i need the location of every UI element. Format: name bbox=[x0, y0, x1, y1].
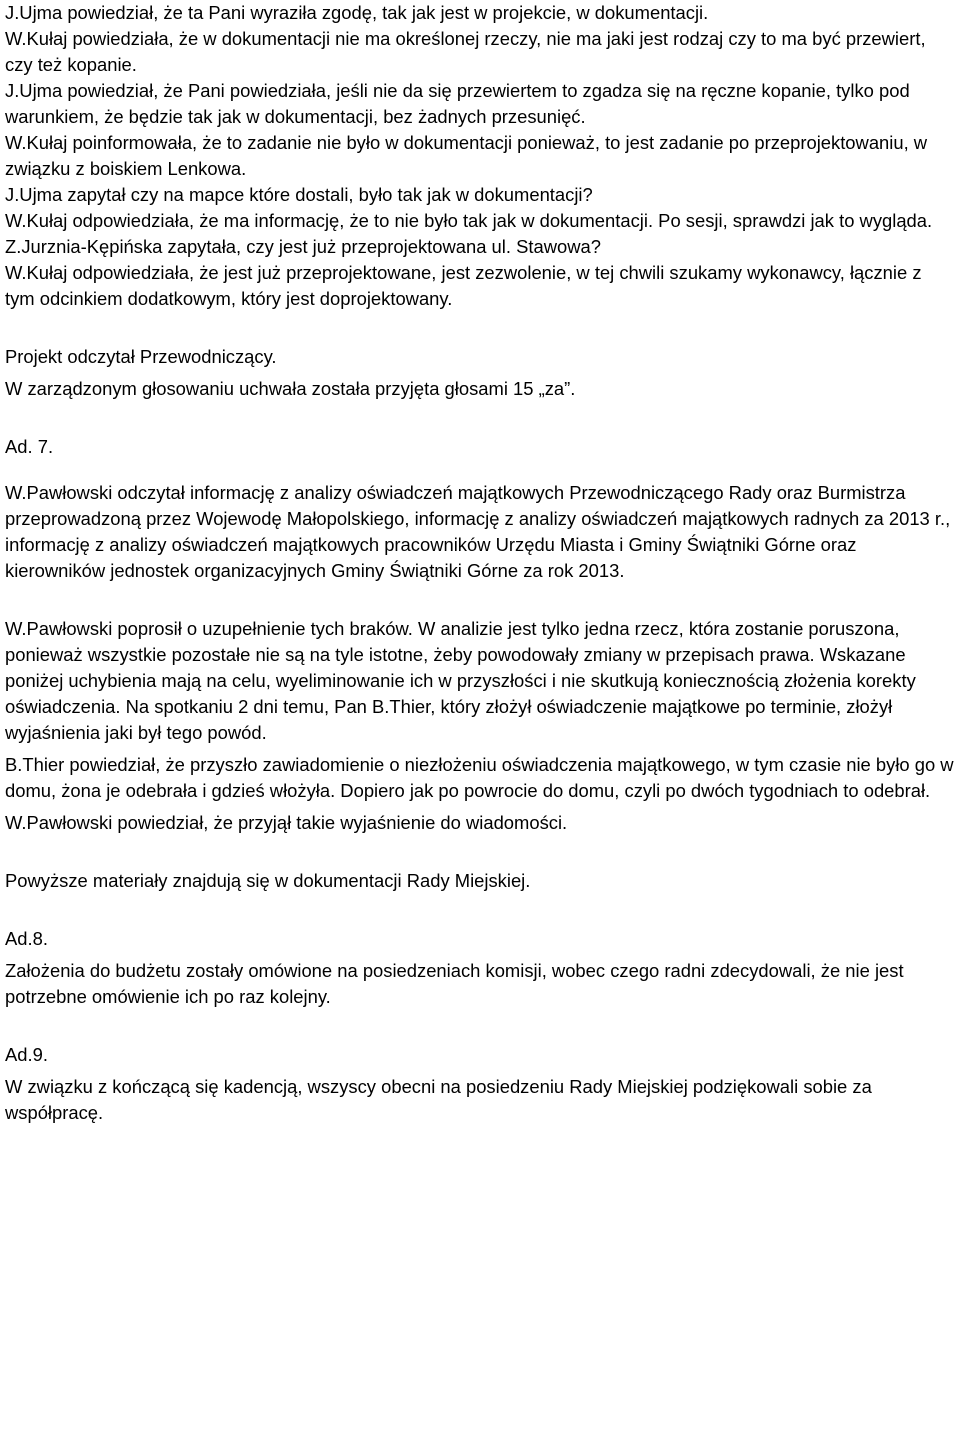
paragraph-4: W.Kułaj poinformowała, że to zadanie nie było w dokumentacji ponieważ, to jest zadanie po przeprojektowaniu, w związku z boiskiem Lenkowa. bbox=[5, 132, 928, 179]
spacer bbox=[5, 836, 954, 868]
paragraph-9: Projekt odczytał Przewodniczący. bbox=[5, 346, 277, 367]
paragraph-8: W.Kułaj odpowiedziała, że jest już przeprojektowane, jest zezwolenie, w tej chwili szukamy wykonawcy, łącznie z tym odcinkiem dodatkowym, który jest doprojektowany. bbox=[5, 262, 922, 309]
paragraph-1: J.Ujma powiedział, że ta Pani wyraziła zgodę, tak jak jest w projekcie, w dokumentacji. bbox=[5, 2, 709, 23]
paragraph-3: J.Ujma powiedział, że Pani powiedziała, jeśli nie da się przewiertem to zgadza się na ręczne kopanie, tylko pod warunkiem, że będzie tak jak w dokumentacji, bez żadnych przesunięć. bbox=[5, 80, 910, 127]
spacer bbox=[5, 1010, 954, 1042]
spacer bbox=[5, 460, 954, 480]
paragraph-14: W.Pawłowski powiedział, że przyjął takie wyjaśnienie do wiadomości. bbox=[5, 812, 568, 833]
section-heading-ad9: Ad.9. bbox=[5, 1044, 48, 1065]
paragraph-16: Założenia do budżetu zostały omówione na posiedzeniach komisji, wobec czego radni zdecydowali, że nie jest potrzebne omówienie ich po raz kolejny. bbox=[5, 960, 904, 1007]
paragraph-12: W.Pawłowski poprosił o uzupełnienie tych braków. W analizie jest tylko jedna rzecz, która zostanie poruszona, ponieważ wszystkie pozostałe nie są na tyle istotne, żeby powodowały zmiany w przepisach prawa. Wskazane poniżej uchybienia mają na celu, wyeliminowanie ich w przyszłości i nie skutkują koniecznością złożenia korekty oświadczenia. Na spotkaniu 2 dni temu, Pan B.Thier, który złożył oświadczenie majątkowe po terminie, złożył wyjaśnienia jaki był tego powód. bbox=[5, 618, 916, 743]
spacer bbox=[5, 402, 954, 434]
paragraph-13: B.Thier powiedział, że przyszło zawiadomienie o niezłożeniu oświadczenia majątkowego, w tym czasie nie było go w domu, żona je odebrała i gdzieś włożyła. Dopiero jak po powrocie do domu, czyli po dwóch tygodniach to odebrał. bbox=[5, 754, 954, 801]
spacer bbox=[5, 894, 954, 926]
spacer bbox=[5, 584, 954, 616]
paragraph-17: W związku z kończącą się kadencją, wszyscy obecni na posiedzeniu Rady Miejskiej podziękowali sobie za współpracę. bbox=[5, 1076, 872, 1123]
spacer bbox=[5, 312, 954, 344]
paragraph-10: W zarządzonym głosowaniu uchwała została przyjęta głosami 15 „za”. bbox=[5, 378, 576, 399]
paragraph-5: J.Ujma zapytał czy na mapce które dostali, było tak jak w dokumentacji? bbox=[5, 184, 593, 205]
paragraph-11: W.Pawłowski odczytał informację z analizy oświadczeń majątkowych Przewodniczącego Rady oraz Burmistrza przeprowadzoną przez Wojewodę Małopolskiego, informację z analizy oświadczeń majątkowych radnych za 2013 r., informację z analizy oświadczeń majątkowych pracowników Urzędu Miasta i Gminy Świątniki Górne oraz kierowników jednostek organizacyjnych Gminy Świątniki Górne za rok 2013. bbox=[5, 482, 951, 581]
paragraph-6: W.Kułaj odpowiedziała, że ma informację, że to nie było tak jak w dokumentacji. Po sesji, sprawdzi jak to wygląda. bbox=[5, 210, 933, 231]
paragraph-15: Powyższe materiały znajdują się w dokumentacji Rady Miejskiej. bbox=[5, 870, 531, 891]
paragraph-2: W.Kułaj powiedziała, że w dokumentacji nie ma określonej rzeczy, nie ma jaki jest rodzaj czy to ma być przewiert, czy też kopanie. bbox=[5, 28, 926, 75]
section-heading-ad7: Ad. 7. bbox=[5, 436, 54, 457]
section-heading-ad8: Ad.8. bbox=[5, 928, 48, 949]
paragraph-7: Z.Jurznia-Kępińska zapytała, czy jest już przeprojektowana ul. Stawowa? bbox=[5, 236, 601, 257]
